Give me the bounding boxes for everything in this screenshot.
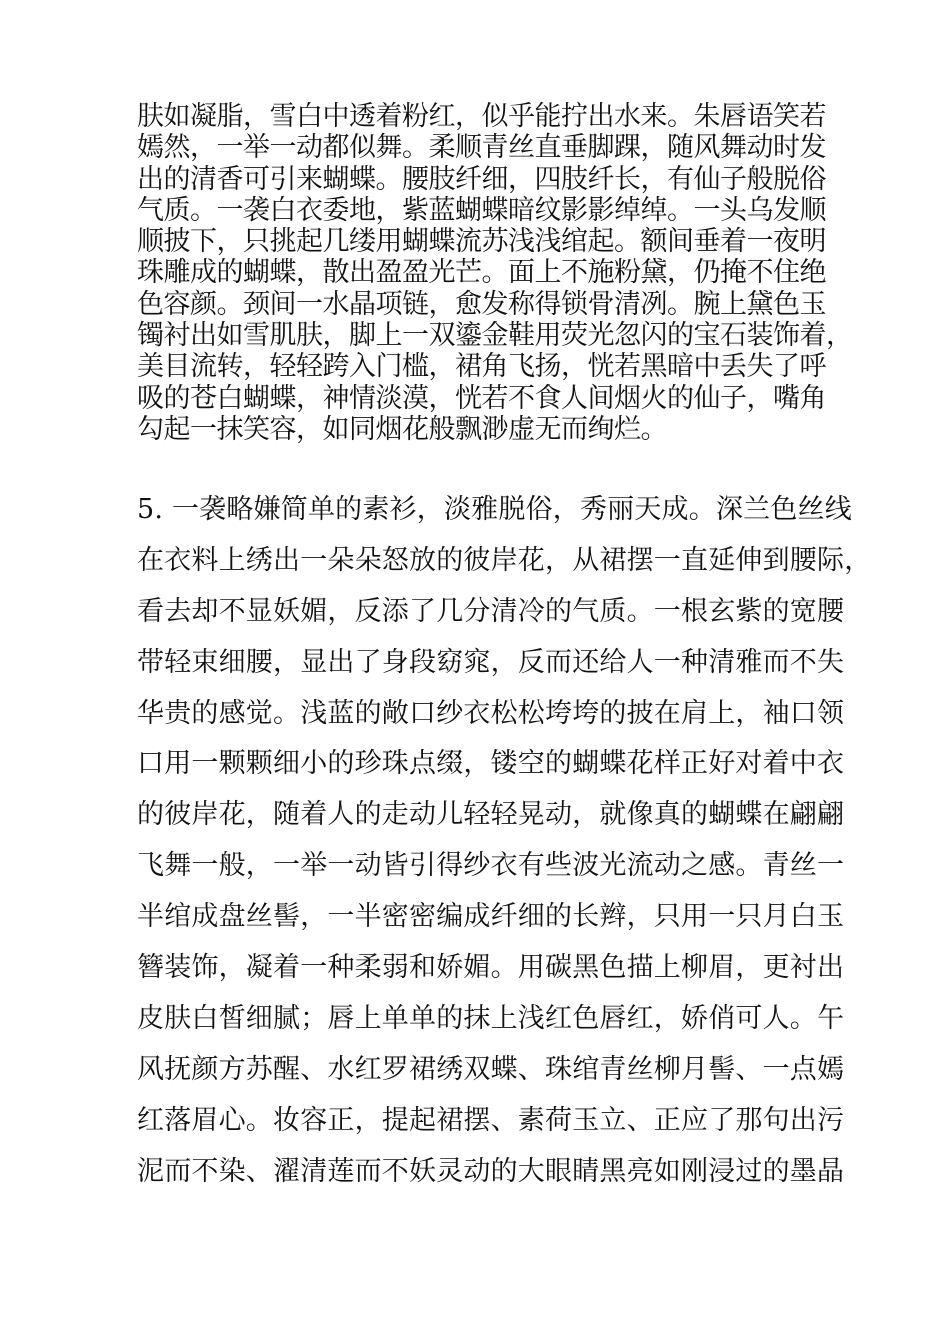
paragraph-2-line: 泥而不染、濯清莲而不妖灵动的大眼睛黑亮如刚浸过的墨晶 [137, 1155, 845, 1187]
paragraph-2-line: 的彼岸花，随着人的走动儿轻轻晃动，就像真的蝴蝶在翩翩 [137, 799, 845, 831]
paragraph-2 [137, 485, 872, 1197]
paragraph-2-line: 5. 一袭略嫌简单的素衫，淡雅脱俗，秀丽天成。深兰色丝线 [137, 494, 852, 525]
paragraph-1-line: 顺披下，只挑起几缕用蝴蝶流苏浅浅绾起。额间垂着一夜明 [137, 226, 826, 258]
paragraph-2-line: 口用一颗颗细小的珍珠点缀，镂空的蝴蝶花样正好对着中衣 [137, 748, 845, 780]
paragraph-1-line: 珠雕成的蝴蝶，散出盈盈光芒。面上不施粉黛，仍掩不住绝 [137, 257, 826, 289]
paragraph-2-line: 红落眉心。妆容正，提起裙摆、素荷玉立、正应了那句出污 [137, 1104, 845, 1136]
paragraph-2-line: 皮肤白皙细腻；唇上单单的抹上浅红色唇红，娇俏可人。午 [137, 1002, 845, 1034]
paragraph-1-line: 嫣然，一举一动都似舞。柔顺青丝直垂脚踝，随风舞动时发 [137, 132, 826, 164]
paragraph-2-line: 飞舞一般，一举一动皆引得纱衣有些波光流动之感。青丝一 [137, 850, 845, 882]
paragraph-2-line: 半绾成盘丝髻，一半密密编成纤细的长辫，只用一只月白玉 [137, 901, 845, 933]
paragraph-1-line: 镯衬出如雪肌肤，脚上一双鎏金鞋用荧光忽闪的宝石装饰着， [137, 320, 853, 352]
paragraph-1-line: 勾起一抹笑容，如同烟花般飘渺虚无而绚烂。 [137, 413, 667, 445]
paragraph-2-line: 风抚颜方苏醒、水红罗裙绣双蝶、珠绾青丝柳月髻、一点嫣 [137, 1053, 845, 1085]
paragraph-1-line: 出的清香可引来蝴蝶。腰肢纤细，四肢纤长，有仙子般脱俗 [137, 163, 826, 195]
paragraph-2-line: 带轻束细腰，显出了身段窈窕，反而还给人一种清雅而不失 [137, 646, 845, 678]
paragraph-1-line: 气质。一袭白衣委地，紫蓝蝴蝶暗纹影影绰绰。一头乌发顺 [137, 194, 826, 226]
paragraph-1-line: 吸的苍白蝴蝶，神情淡漠，恍若不食人间烟火的仙子，嘴角 [137, 382, 826, 414]
paragraph-1-line: 美目流转，轻轻跨入门槛，裙角飞扬，恍若黑暗中丢失了呼 [137, 351, 826, 383]
paragraph-2-line: 簪装饰，凝着一种柔弱和娇媚。用碳黑色描上柳眉，更衬出 [137, 952, 845, 984]
paragraph-2-line: 在衣料上绣出一朵朵怒放的彼岸花，从裙摆一直延伸到腰际， [137, 544, 872, 576]
paragraph-2-line: 看去却不显妖媚，反添了几分清冷的气质。一根玄紫的宽腰 [137, 595, 845, 627]
paragraph-2-line: 华贵的感觉。浅蓝的敞口纱衣松松垮垮的披在肩上，袖口领 [137, 697, 845, 729]
paragraph-1-line: 色容颜。颈间一水晶项链，愈发称得锁骨清冽。腕上黛色玉 [137, 288, 826, 320]
paragraph-1 [137, 101, 853, 445]
paragraph-1-line: 肤如凝脂，雪白中透着粉红，似乎能拧出水来。朱唇语笑若 [137, 101, 826, 132]
